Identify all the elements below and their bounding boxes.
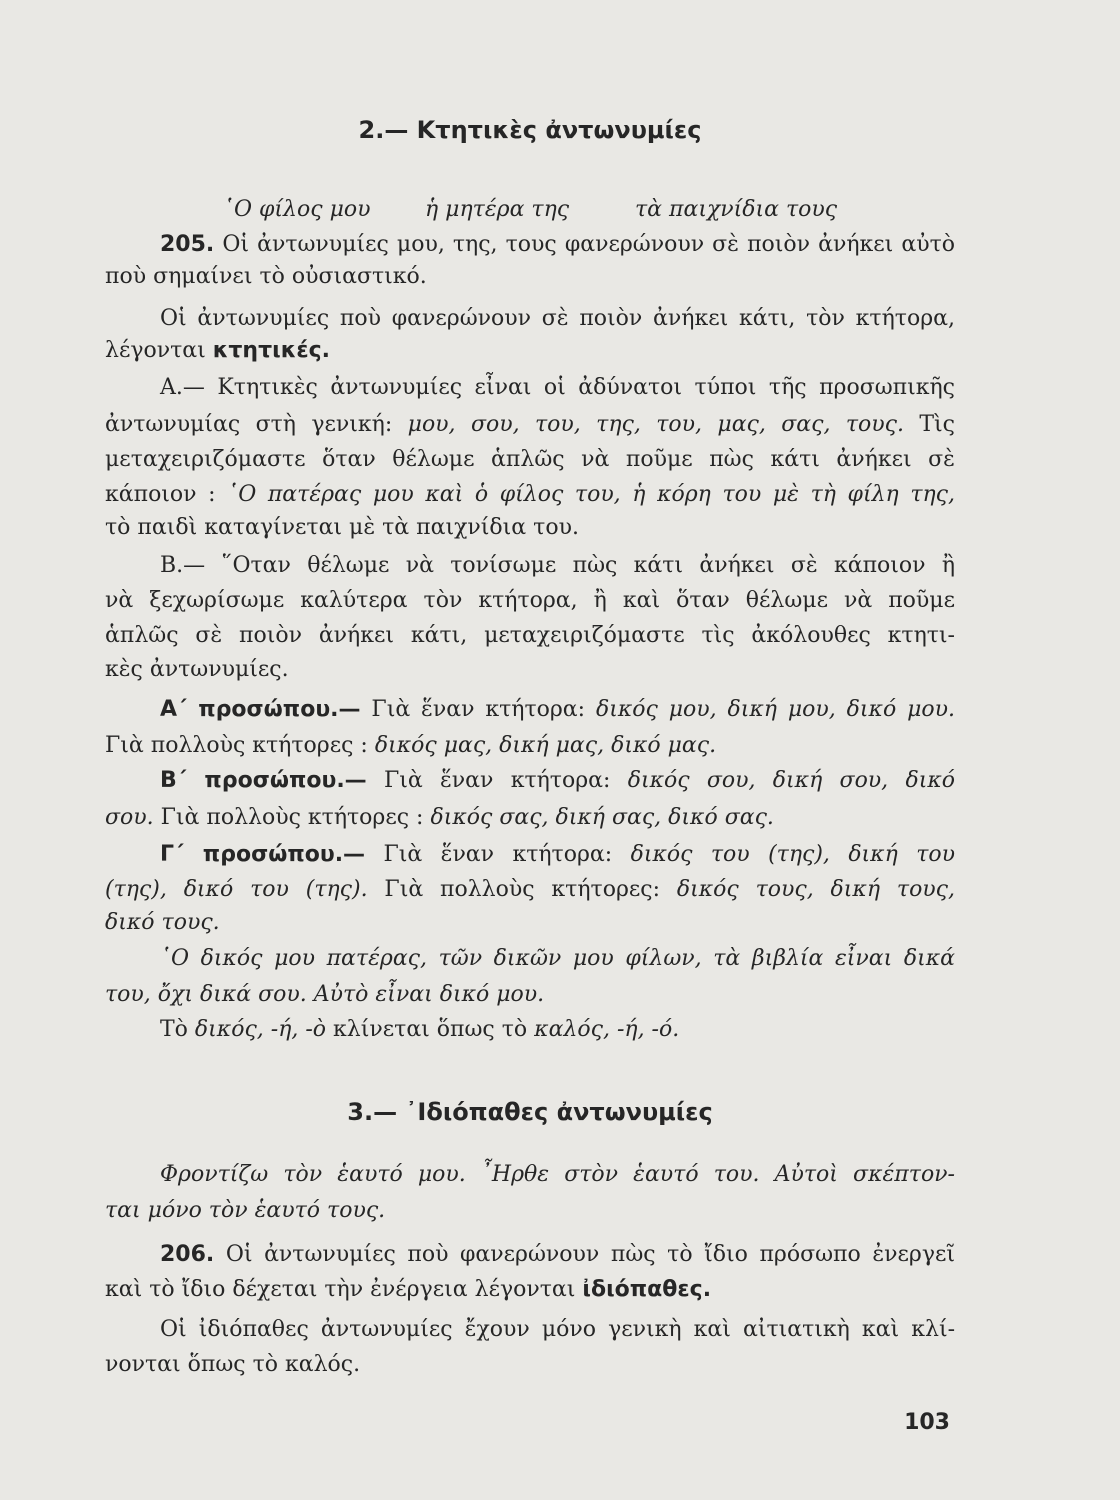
section-a-line-3: μεταχειριζόμαστε ὅταν θέλωμε ἁπλῶς νὰ ποῦμε πὼς κάτι ἀνήκει σὲ xyxy=(105,447,955,472)
example-3: τὰ παιχνίδια τους xyxy=(635,197,838,222)
term-idiopathes: ἰδιόπαθες. xyxy=(582,1277,712,1302)
section-a-line-2: ἀντωνυμίας στὴ γενική: μου, σου, του, της, του, μας, σας, τους. Τὶς xyxy=(105,412,955,437)
possessive-example-line-2: του, ὄχι δικά σου. Αὐτὸ εἶναι δικό μου. xyxy=(105,982,545,1007)
example-1: ῾Ο φίλος μου xyxy=(223,197,371,222)
section-b-line-3: ἁπλῶς σὲ ποιὸν ἀνήκει κάτι, μεταχειριζόμαστε τὶς ἀκόλουθες κτητι- xyxy=(105,623,955,648)
third-person-line-2: (της), δικό του (της). Γιὰ πολλοὺς κτήτορες: δικός τους, δική τους, xyxy=(105,877,955,902)
page-number: 103 xyxy=(904,1410,950,1435)
first-person-label: Α΄ προσώπου.— xyxy=(160,697,361,722)
first-person-line-2: Γιὰ πολλοὺς κτήτορες : δικός μας, δική μας, δικό μας. xyxy=(105,733,717,758)
section-a-line-5: τὸ παιδὶ καταγίνεται μὲ τὰ παιχνίδια του. xyxy=(105,515,579,540)
first-person-line-1: Α΄ προσώπου.— Γιὰ ἕναν κτήτορα: δικός μου, δική μου, δικό μου. xyxy=(160,697,955,722)
section-2-examples xyxy=(105,195,955,225)
term-ktitikes: κτητικές. xyxy=(212,338,330,363)
paragraph-205-line-1: 205. Οἱ ἀντωνυμίες μου, της, τους φανερώνουν σὲ ποιὸν ἀνήκει αὐτὸ xyxy=(160,232,955,257)
paragraph-206-line-1: 206. Οἱ ἀντωνυμίες ποὺ φανερώνουν πὼς τὸ ἴδιο πρόσωπο ἐνεργεῖ xyxy=(160,1242,955,1267)
third-person-label: Γ΄ προσώπου.— xyxy=(160,842,366,867)
section-b-line-4: κὲς ἀντωνυμίες. xyxy=(105,657,289,682)
section-b-line-1: Β.— ῞Οταν θέλωμε νὰ τονίσωμε πὼς κάτι ἀνήκει σὲ κάποιον ἢ xyxy=(160,553,955,578)
reflexive-example-line-1: Φροντίζω τὸν ἑαυτό μου. ῏Ηρθε στὸν ἑαυτό του. Αὐτοὶ σκέπτον- xyxy=(160,1162,955,1187)
third-person-line-3: δικό τους. xyxy=(105,910,220,935)
paragraph-205-line-2: ποὺ σημαίνει τὸ οὐσιαστικό. xyxy=(105,264,427,289)
possessive-example-line-1: ῾Ο δικός μου πατέρας, τῶν δικῶν μου φίλων, τὰ βιβλία εἶναι δικά xyxy=(160,946,955,971)
example-2: ἡ μητέρα της xyxy=(425,197,570,222)
paragraph-number-205: 205. xyxy=(160,232,215,257)
second-person-line-2: σου. Γιὰ πολλοὺς κτήτορες : δικός σας, δική σας, δικό σας. xyxy=(105,805,774,830)
section-2-heading: 2.— Κτητικὲς ἀντωνυμίες xyxy=(358,116,702,144)
second-person-line-1: Β΄ προσώπου.— Γιὰ ἕναν κτήτορα: δικός σου, δική σου, δικό xyxy=(160,768,956,793)
paragraph-206-line-2: καὶ τὸ ἴδιο δέχεται τὴν ἐνέργεια λέγονται ἰδιόπαθες. xyxy=(105,1277,712,1302)
reflexive-note-line-1: Οἱ ἰδιόπαθες ἀντωνυμίες ἔχουν μόνο γενικὴ καὶ αἰτιατικὴ καὶ κλί- xyxy=(160,1317,955,1342)
section-a-line-4: κάποιον : ῾Ο πατέρας μου καὶ ὁ φίλος του, ἡ κόρη του μὲ τὴ φίλη της, xyxy=(105,482,955,507)
reflexive-note-line-2: νονται ὅπως τὸ καλός. xyxy=(105,1352,361,1377)
section-3-heading: 3.— ᾿Ιδιόπαθες ἀντωνυμίες xyxy=(347,1098,713,1126)
paragraph-number-206: 206. xyxy=(160,1242,215,1267)
paragraph-possessors-line-2: λέγονται κτητικές. xyxy=(105,338,330,363)
reflexive-example-line-2: ται μόνο τὸν ἑαυτό τους. xyxy=(105,1198,386,1223)
third-person-line-1: Γ΄ προσώπου.— Γιὰ ἕναν κτήτορα: δικός του (της), δική του xyxy=(160,842,955,867)
declension-note: Τὸ δικός, -ή, -ὸ κλίνεται ὅπως τὸ καλός, -ή, -ό. xyxy=(160,1017,680,1042)
second-person-label: Β΄ προσώπου.— xyxy=(160,768,367,793)
paragraph-possessors-line-1: Οἱ ἀντωνυμίες ποὺ φανερώνουν σὲ ποιὸν ἀνήκει κάτι, τὸν κτήτορα, xyxy=(160,306,955,331)
section-b-line-2: νὰ ξεχωρίσωμε καλύτερα τὸν κτήτορα, ἢ καὶ ὅταν θέλωμε νὰ ποῦμε xyxy=(105,588,955,613)
section-a-line-1: Α.— Κτητικὲς ἀντωνυμίες εἶναι οἱ ἀδύνατοι τύποι τῆς προσωπικῆς xyxy=(160,375,955,400)
